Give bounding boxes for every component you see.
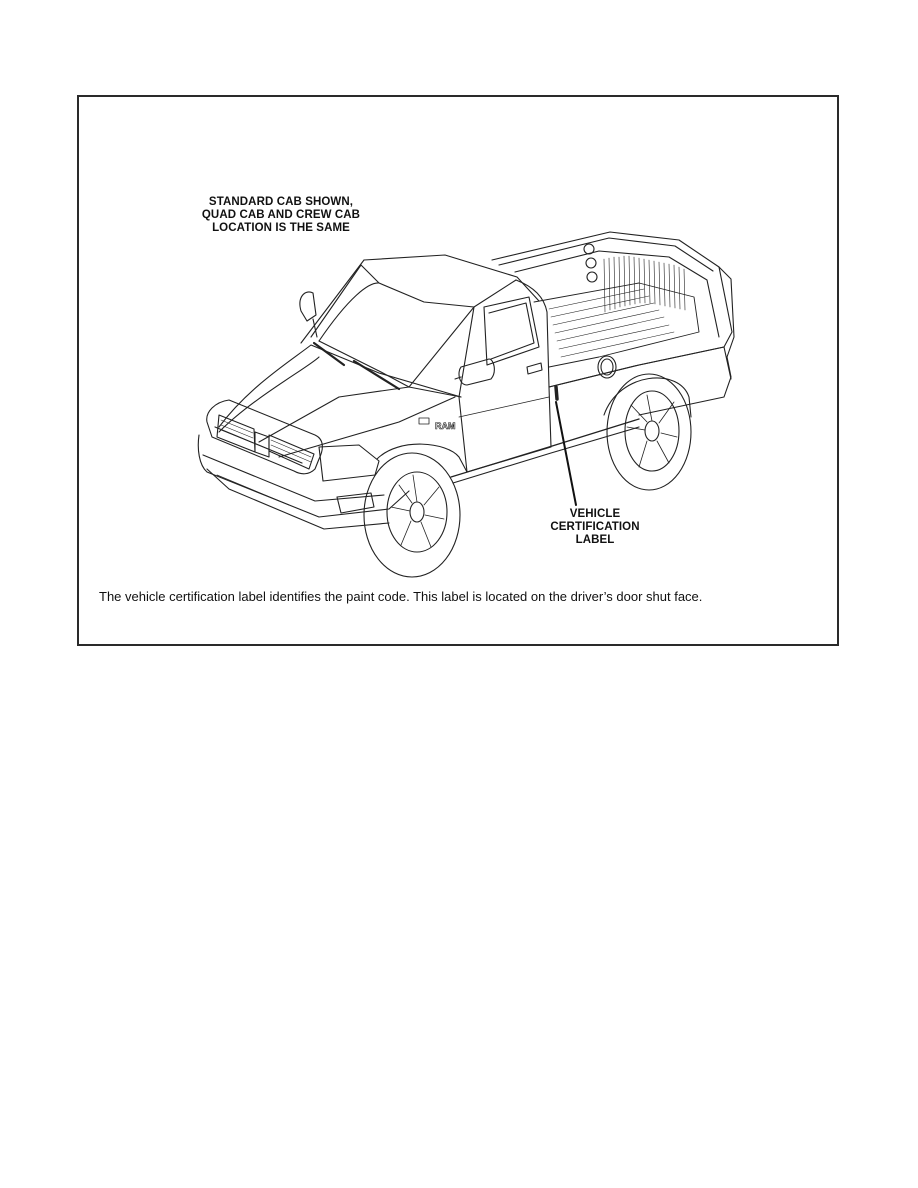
truck-bed (492, 232, 734, 415)
rear-wheel (604, 374, 691, 490)
label-note-line: VEHICLE (569, 508, 621, 520)
truck-cab (301, 255, 639, 483)
truck-illustration (79, 97, 837, 644)
cab-note-line: LOCATION IS THE SAME (212, 222, 350, 234)
figure-caption: The vehicle certification label identifies the paint code. This label is located on the driver’s door shut face. (99, 589, 703, 604)
cab-note-line: STANDARD CAB SHOWN, (208, 196, 354, 208)
figure-frame (77, 95, 839, 646)
front-grille (198, 400, 409, 529)
cab-note-line: QUAD CAB AND CREW CAB (201, 209, 361, 221)
ram-badge: RAM (435, 421, 456, 431)
callout-leader-line (556, 402, 576, 505)
label-note-line: LABEL (575, 534, 615, 546)
label-note-line: CERTIFICATION (550, 521, 640, 533)
certification-label-callout (535, 508, 655, 547)
left-mirror (300, 292, 317, 337)
cab-note-callout (181, 196, 381, 235)
